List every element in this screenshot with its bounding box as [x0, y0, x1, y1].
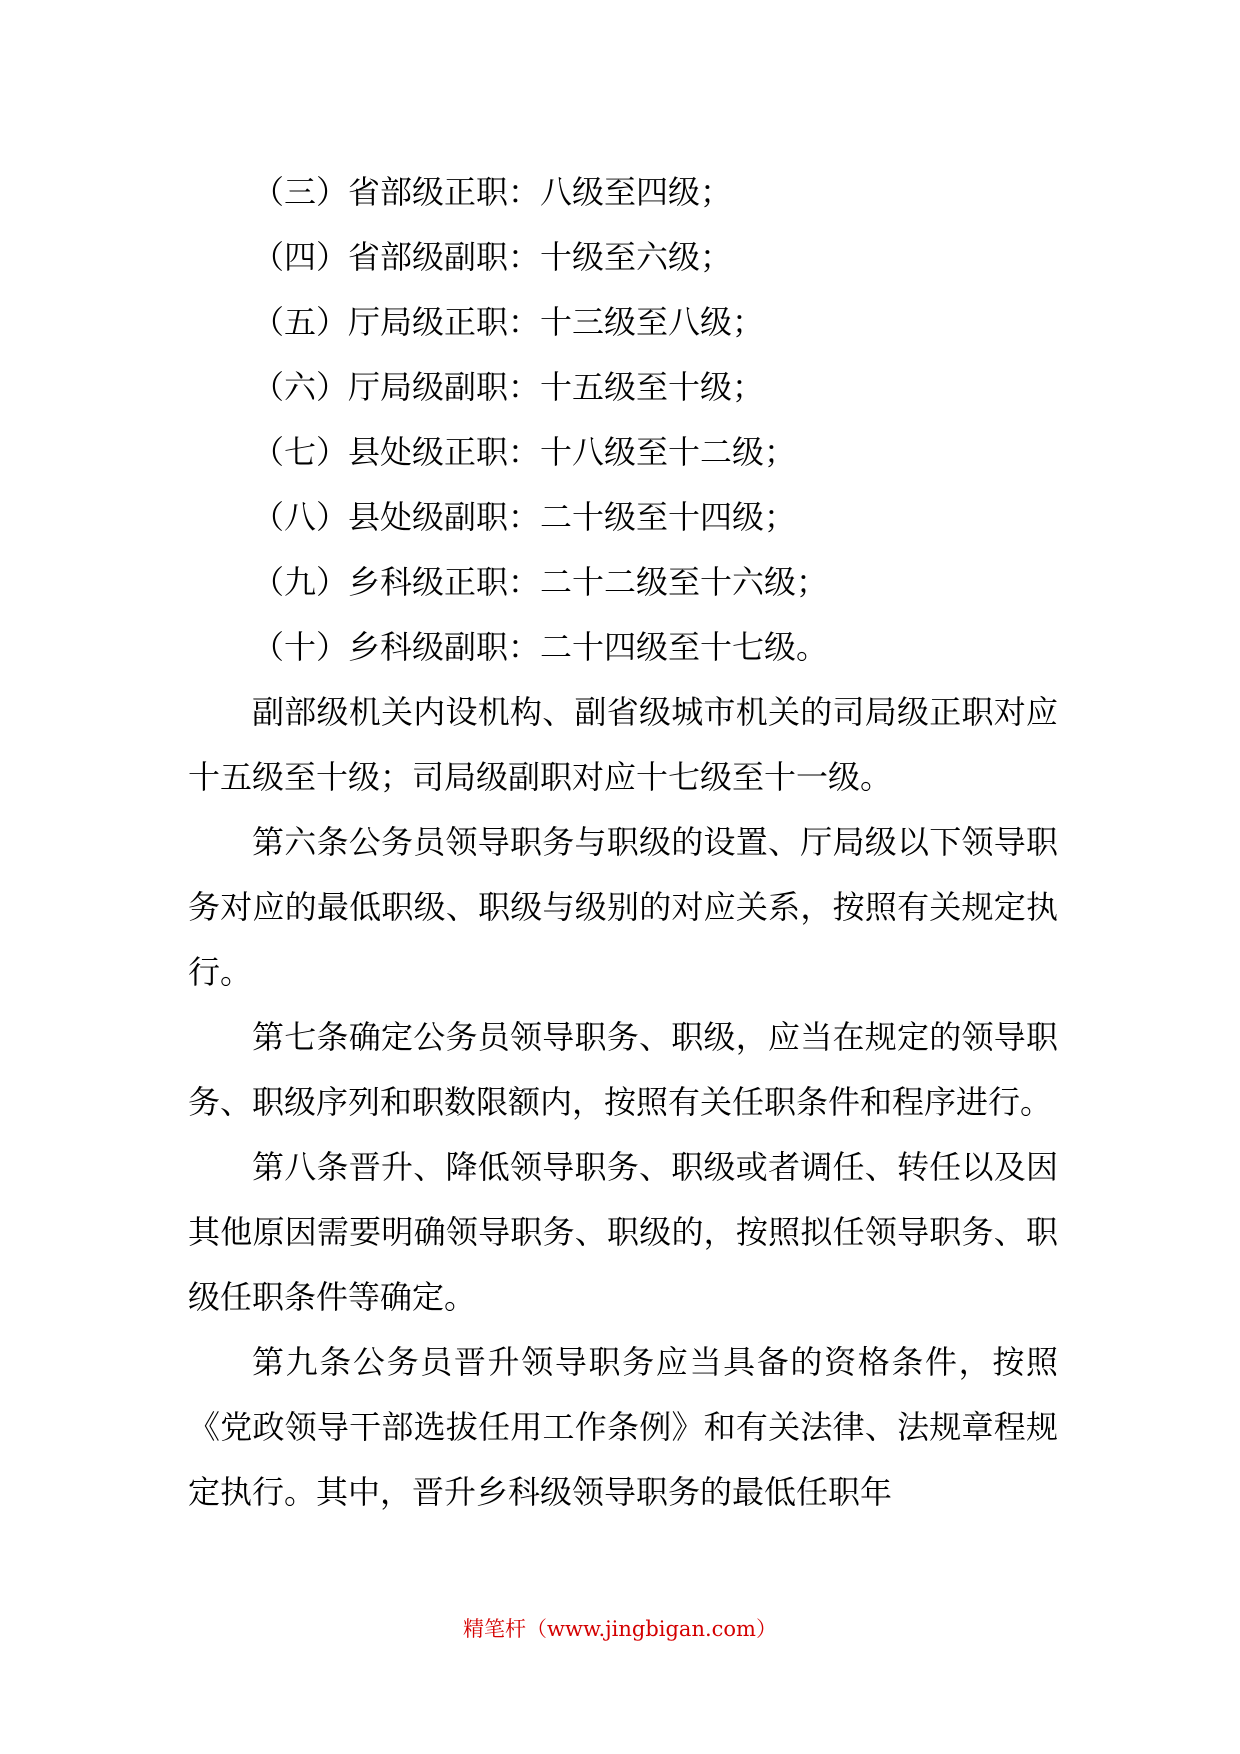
list-item: （四）省部级副职：十级至六级； [252, 238, 733, 276]
paragraph-article-9: 第九条公务员晋升领导职务应当具备的资格条件，按照《党政领导干部选拔任用工作条例》和有关法律、法规章程规定执行。其中，晋升乡科级领导职务的最低任职年 [188, 1343, 1058, 1511]
list-item: （六）厅局级副职：十五级至十级； [252, 368, 765, 406]
list-item: （九）乡科级正职：二十二级至十六级； [252, 563, 829, 601]
document-body [188, 160, 1058, 1525]
paragraph: 副部级机关内设机构、副省级城市机关的司局级正职对应十五级至十级；司局级副职对应十七级至十一级。 [188, 693, 1058, 796]
list-item: （十）乡科级副职：二十四级至十七级。 [252, 628, 829, 666]
list-item: （五）厅局级正职：十三级至八级； [252, 303, 765, 341]
list-item: （七）县处级正职：十八级至十二级； [252, 433, 797, 471]
paragraph-article-6: 第六条公务员领导职务与职级的设置、厅局级以下领导职务对应的最低职级、职级与级别的对应关系，按照有关规定执行。 [188, 823, 1058, 991]
list-item: （八）县处级副职：二十级至十四级； [252, 498, 797, 536]
list-item: （三）省部级正职：八级至四级； [252, 173, 733, 211]
paragraph-article-7: 第七条确定公务员领导职务、职级，应当在规定的领导职务、职级序列和职数限额内，按照有关任职条件和程序进行。 [188, 1018, 1058, 1121]
footer-watermark: 精笔杆（www.jingbigan.com） [463, 1617, 777, 1641]
paragraph-article-8: 第八条晋升、降低领导职务、职级或者调任、转任以及因其他原因需要明确领导职务、职级的，按照拟任领导职务、职级任职条件等确定。 [188, 1148, 1058, 1316]
